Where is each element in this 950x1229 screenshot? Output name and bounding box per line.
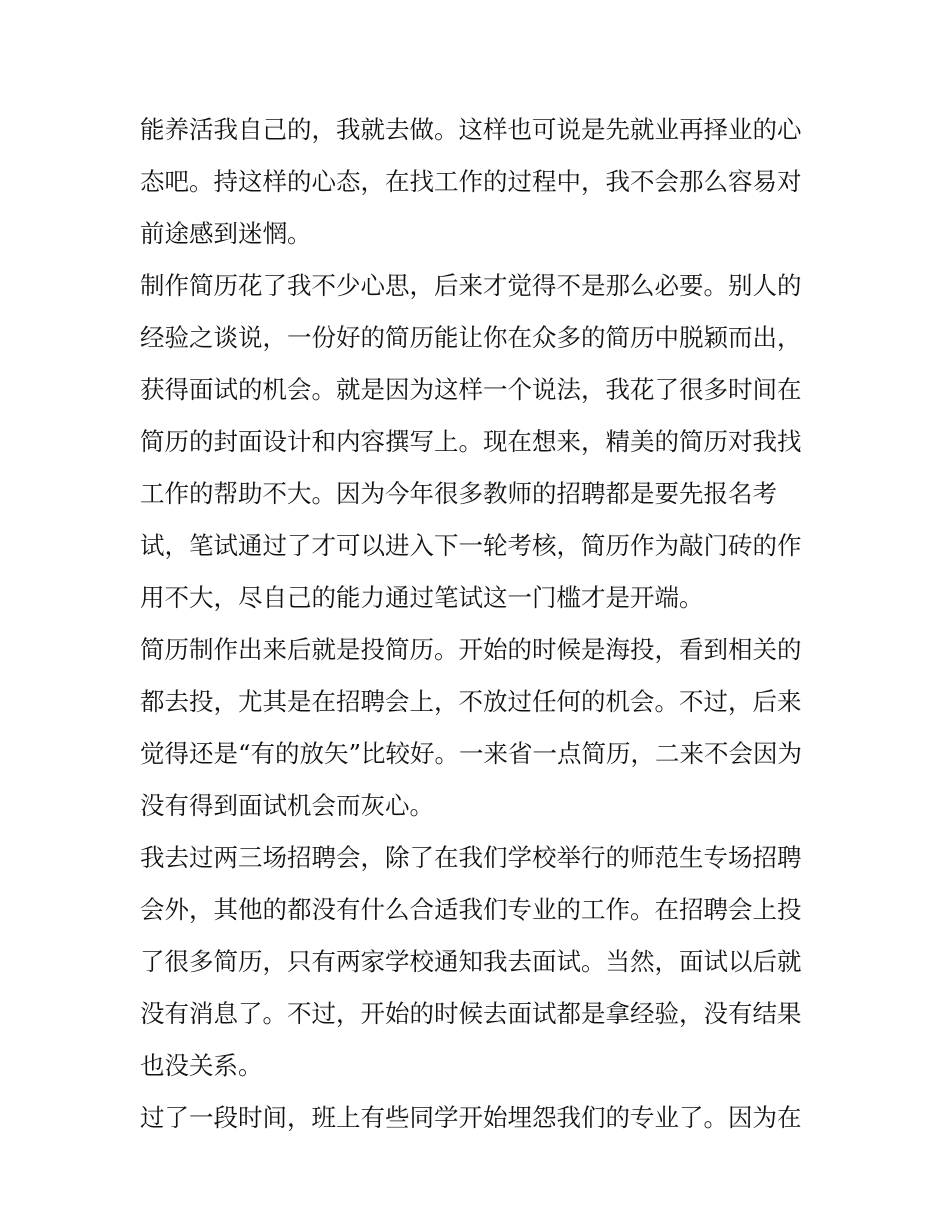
text-line: 能养活我自己的，我就去做。这样也可说是先就业再择业的心: [140, 115, 802, 144]
text-line: 前途感到迷惘。: [140, 219, 312, 248]
text-line: 用不大，尽自己的能力通过笔试这一门槛才是开端。: [140, 583, 704, 612]
text-line: 试，笔试通过了才可以进入下一轮考核，简历作为敲门砖的作: [140, 531, 802, 560]
text-line: 制作简历花了我不少心思，后来才觉得不是那么必要。别人的: [140, 271, 802, 300]
text-line: 会外，其他的都没有什么合适我们专业的工作。在招聘会上投: [140, 895, 802, 924]
text-line: 我去过两三场招聘会，除了在我们学校举行的师范生专场招聘: [140, 843, 802, 872]
text-line: 也没关系。: [140, 1051, 263, 1080]
text-line: 工作的帮助不大。因为今年很多教师的招聘都是要先报名考: [140, 479, 777, 508]
text-line: 简历制作出来后就是投简历。开始的时候是海投，看到相关的: [140, 635, 802, 664]
text-line: 态吧。持这样的心态，在找工作的过程中，我不会那么容易对: [140, 167, 802, 196]
text-line: 觉得还是“有的放矢”比较好。一来省一点简历，二来不会因为: [140, 739, 803, 768]
text-line: 没有消息了。不过，开始的时候去面试都是拿经验，没有结果: [140, 999, 802, 1028]
text-line: 没有得到面试机会而灰心。: [140, 791, 434, 820]
text-line: 了很多简历，只有两家学校通知我去面试。当然，面试以后就: [140, 947, 802, 976]
body-text: [140, 104, 820, 1144]
text-line: 都去投，尤其是在招聘会上，不放过任何的机会。不过，后来: [140, 687, 802, 716]
text-line: 过了一段时间，班上有些同学开始埋怨我们的专业了。因为在: [140, 1103, 802, 1132]
text-line: 经验之谈说，一份好的简历能让你在众多的简历中脱颖而出，: [140, 323, 802, 352]
text-line: 获得面试的机会。就是因为这样一个说法，我花了很多时间在: [140, 375, 802, 404]
text-line: 简历的封面设计和内容撰写上。现在想来，精美的简历对我找: [140, 427, 802, 456]
